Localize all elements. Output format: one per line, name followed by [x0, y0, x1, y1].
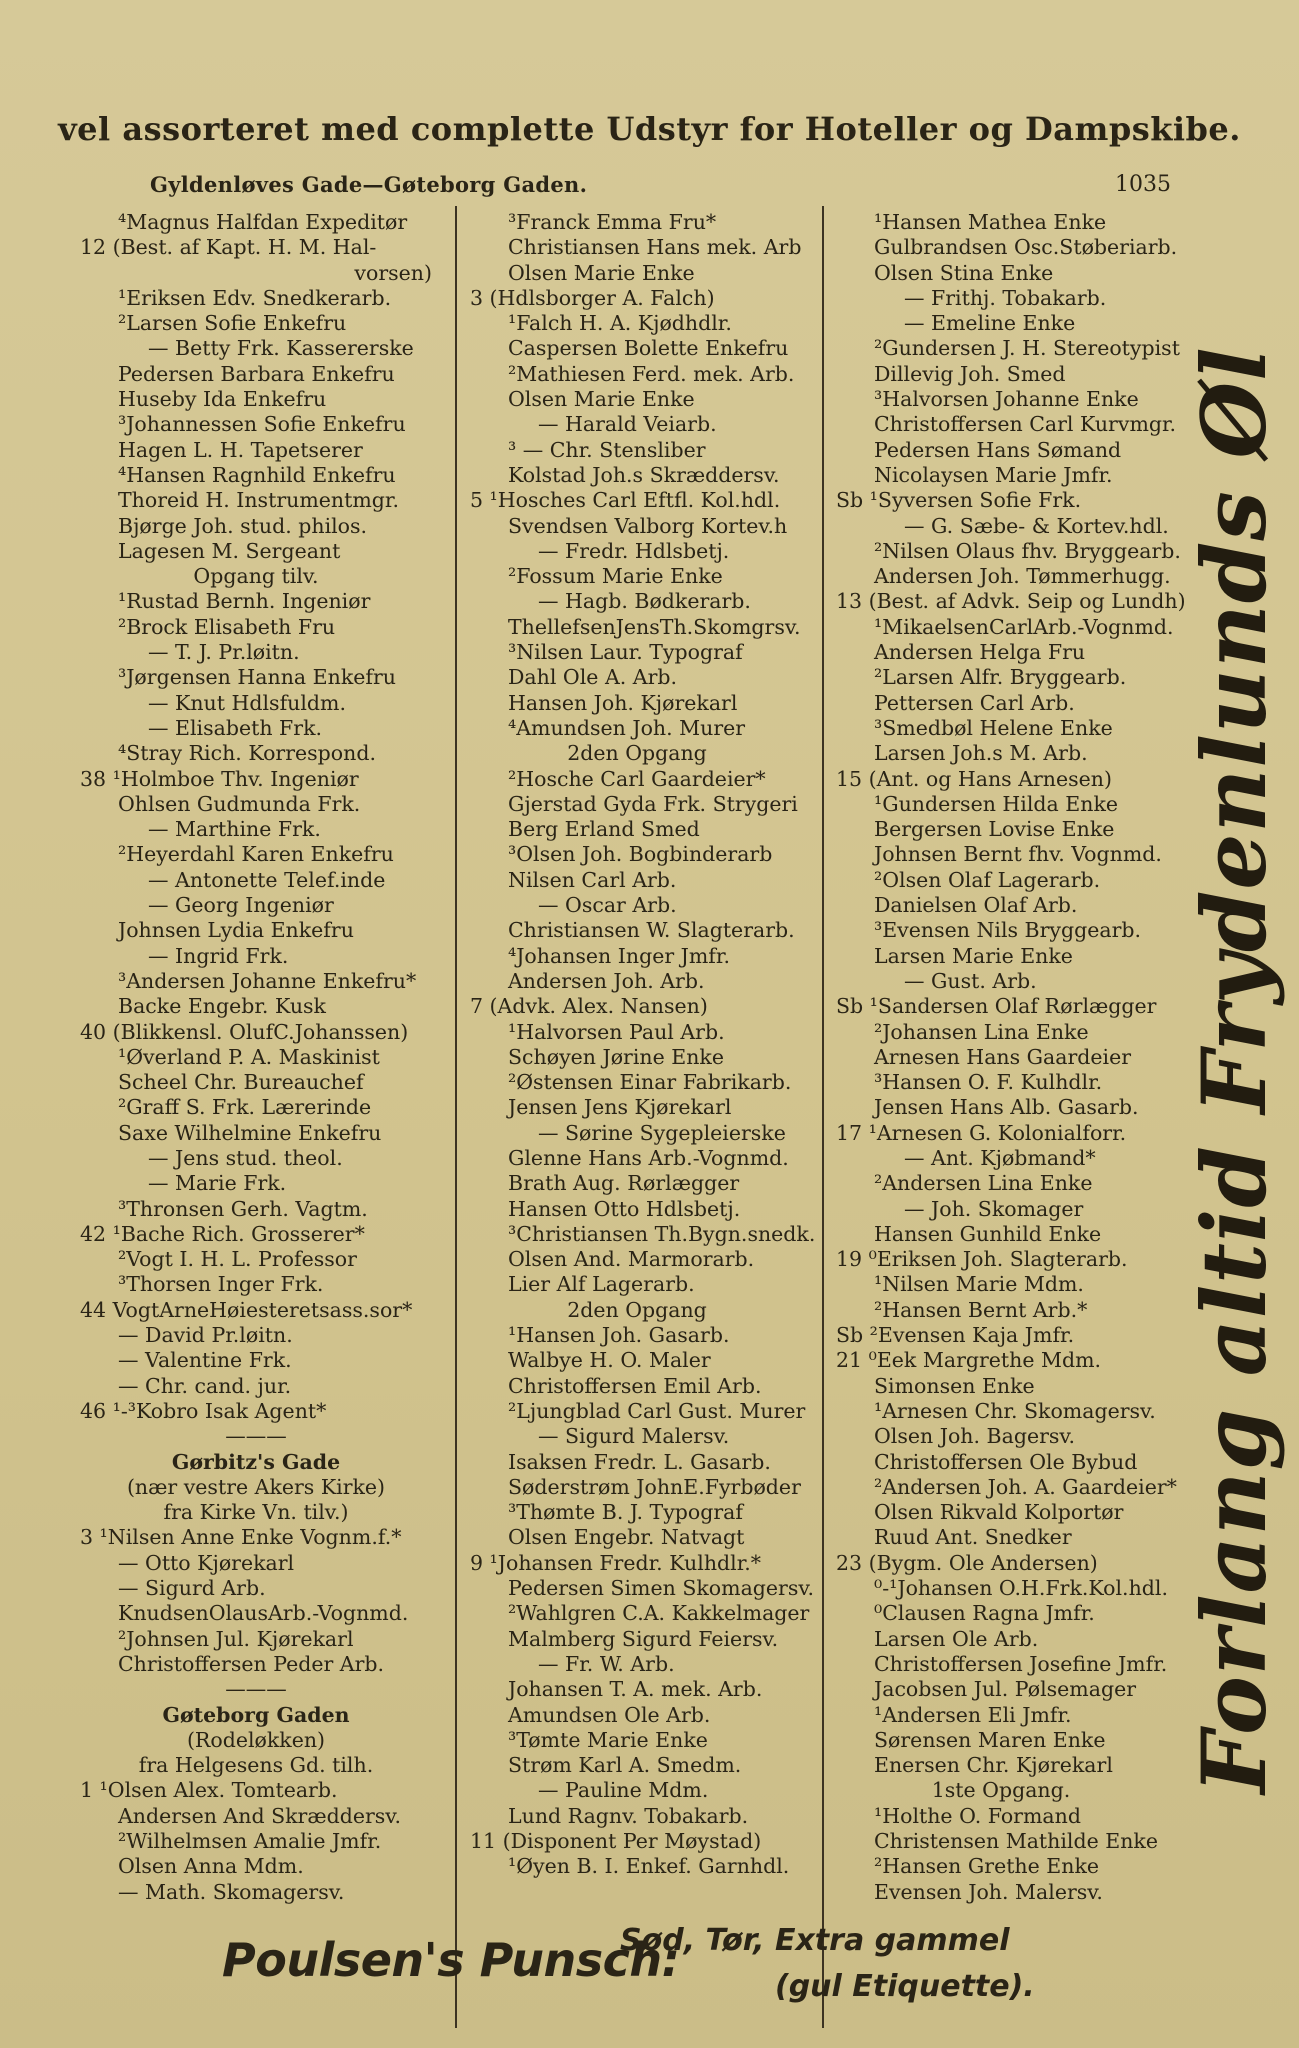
directory-entry: 2den Opgang [567, 1297, 707, 1322]
directory-entry: Andersen Joh. Tømmerhugg. [874, 564, 1171, 589]
directory-entry: ³Nilsen Laur. Typograf [508, 640, 743, 665]
directory-entry: ²Hosche Carl Gaardeier* [508, 766, 766, 791]
directory-entry: Sørensen Maren Enke [874, 1727, 1106, 1752]
directory-entry: ²Andersen Joh. A. Gaardeier* [874, 1474, 1177, 1499]
directory-entry: ¹Falch H. A. Kjødhdlr. [508, 311, 732, 336]
directory-entry: ³Thronsen Gerh. Vagtm. [118, 1196, 368, 1221]
directory-entry: — G. Sæbe- & Kortev.hdl. [904, 513, 1169, 538]
directory-entry: Olsen Anna Mdm. [118, 1854, 304, 1879]
directory-entry: Lier Alf Lagerarb. [508, 1272, 695, 1297]
directory-entry: Christoffersen Carl Kurvmgr. [874, 412, 1177, 437]
directory-entry: ¹Gundersen Hilda Enke [874, 791, 1118, 816]
directory-entry: ¹Andersen Eli Jmfr. [874, 1702, 1072, 1727]
directory-entry: — T. J. Pr.løitn. [148, 640, 300, 665]
directory-entry: Christoffersen Peder Arb. [118, 1651, 385, 1676]
directory-entry: Olsen Rikvald Kolportør [874, 1500, 1124, 1525]
directory-entry: ²Vogt I. H. L. Professor [118, 1247, 357, 1272]
directory-entry: — Valentine Frk. [118, 1348, 292, 1373]
directory-entry: ²Andersen Lina Enke [874, 1171, 1093, 1196]
directory-entry: ³Halvorsen Johanne Enke [874, 387, 1139, 412]
directory-entry: ¹Rustad Bernh. Ingeniør [118, 589, 371, 614]
directory-entry: 38 ¹Holmboe Thv. Ingeniør [80, 766, 359, 791]
directory-entry: Gulbrandsen Osc.Støberiarb. [874, 235, 1178, 260]
directory-entry: ²Ljungblad Carl Gust. Murer [508, 1398, 806, 1423]
directory-entry: ⁴Stray Rich. Korrespond. [118, 741, 376, 766]
directory-entry: Huseby Ida Enkefru [118, 387, 327, 412]
street-heading: Gyldenløves Gade—Gøteborg Gaden. [150, 172, 588, 197]
directory-entry: ²Mathiesen Ferd. mek. Arb. [508, 361, 795, 386]
directory-entry: — Jens stud. theol. [148, 1145, 343, 1170]
directory-entry: — Fredr. Hdlsbetj. [538, 538, 730, 563]
directory-entry: ThellefsenJensTh.Skomgrsv. [508, 614, 801, 639]
directory-entry: 3 (Hdlsborger A. Falch) [470, 285, 715, 310]
directory-entry: Danielsen Olaf Arb. [874, 893, 1078, 918]
directory-entry: ——— [225, 1677, 287, 1702]
directory-entry: ¹Øyen B. I. Enkef. Garnhdl. [508, 1854, 790, 1879]
directory-entry: Sb ¹Sandersen Olaf Rørlægger [836, 994, 1157, 1019]
directory-entry: 46 ¹-³Kobro Isak Agent* [80, 1398, 327, 1423]
directory-entry: — Emeline Enke [904, 311, 1076, 336]
directory-entry: 9 ¹Johansen Fredr. Kulhdlr.* [470, 1550, 762, 1575]
directory-entry: Olsen Engebr. Natvagt [508, 1525, 745, 1550]
side-advertisement [1175, 346, 1293, 1794]
directory-column-3 [836, 210, 1186, 1905]
directory-entry: Hagen L. H. Tapetserer [118, 437, 363, 462]
directory-entry: ²Hansen Bernt Arb.* [874, 1297, 1088, 1322]
directory-entry: Pettersen Carl Arb. [874, 690, 1075, 715]
directory-entry: 2den Opgang [567, 741, 707, 766]
directory-entry: (nær vestre Akers Kirke) [126, 1474, 386, 1499]
directory-entry: Caspersen Bolette Enkefru [508, 336, 789, 361]
directory-entry: Evensen Joh. Malersv. [874, 1879, 1103, 1904]
directory-entry: Glenne Hans Arb.-Vognmd. [508, 1145, 789, 1170]
directory-entry: Kolstad Joh.s Skræddersv. [508, 462, 780, 487]
directory-entry: Christiansen W. Slagterarb. [508, 918, 795, 943]
directory-entry: fra Helgesens Gd. tilh. [138, 1753, 374, 1778]
top-banner-ad: vel assorteret med complette Udstyr for Hoteller og Dampskibe. [58, 110, 1241, 148]
directory-entry: Amundsen Ole Arb. [508, 1702, 711, 1727]
directory-entry: ³Thømte B. J. Typograf [508, 1500, 743, 1525]
directory-entry: Jensen Hans Alb. Gasarb. [874, 1095, 1139, 1120]
directory-entry: ³Christiansen Th.Bygn.snedk. [508, 1221, 816, 1246]
directory-entry: Simonsen Enke [874, 1373, 1035, 1398]
directory-entry: 15 (Ant. og Hans Arnesen) [836, 766, 1112, 791]
directory-entry: — Antonette Telef.inde [148, 867, 386, 892]
directory-entry: Larsen Marie Enke [874, 943, 1073, 968]
directory-entry: — Otto Kjørekarl [118, 1550, 295, 1575]
directory-entry: 23 (Bygm. Ole Andersen) [836, 1550, 1098, 1575]
directory-entry: ²Hansen Grethe Enke [874, 1854, 1100, 1879]
directory-entry: Olsen And. Marmorarb. [508, 1247, 755, 1272]
directory-entry: 7 (Advk. Alex. Nansen) [470, 994, 708, 1019]
directory-entry: ¹Holthe O. Formand [874, 1803, 1081, 1828]
directory-entry: fra Kirke Vn. tilv.) [163, 1500, 349, 1525]
footer-ad-line-2: (gul Etiquette). [775, 1969, 1035, 2004]
directory-entry: ²Brock Elisabeth Fru [118, 614, 336, 639]
directory-entry: Larsen Ole Arb. [874, 1626, 1039, 1651]
directory-entry: Walbye H. O. Maler [508, 1348, 711, 1373]
directory-entry: 19 ⁰Eriksen Joh. Slagterarb. [836, 1247, 1128, 1272]
directory-entry: Larsen Joh.s M. Arb. [874, 741, 1088, 766]
directory-entry: 11 (Disponent Per Møystad) [470, 1829, 762, 1853]
directory-entry: ³Jørgensen Hanna Enkefru [118, 665, 396, 690]
directory-entry: Johansen T. A. mek. Arb. [508, 1677, 763, 1702]
directory-entry: (Rodeløkken) [186, 1727, 326, 1752]
directory-entry: ——— [225, 1424, 287, 1449]
directory-entry: ³ — Chr. Stensliber [508, 437, 706, 462]
directory-entry: Ruud Ant. Snedker [874, 1525, 1072, 1550]
directory-entry: ²Gundersen J. H. Stereotypist [874, 336, 1180, 361]
directory-entry: Johnsen Lydia Enkefru [118, 918, 354, 943]
directory-entry: ⁴Johansen Inger Jmfr. [508, 943, 730, 968]
directory-entry: ¹Hansen Joh. Gasarb. [508, 1323, 730, 1348]
directory-entry: ⁴Magnus Halfdan Expeditør [118, 210, 408, 234]
directory-entry: — Joh. Skomager [904, 1196, 1084, 1221]
directory-entry: — David Pr.løitn. [118, 1323, 293, 1348]
directory-entry: ⁰Clausen Ragna Jmfr. [874, 1601, 1095, 1626]
directory-entry: — Pauline Mdm. [538, 1778, 709, 1803]
directory-entry: Svendsen Valborg Kortev.h [508, 513, 788, 538]
directory-entry: ²Wilhelmsen Amalie Jmfr. [118, 1829, 382, 1853]
directory-entry: Andersen And Skræddersv. [118, 1803, 401, 1828]
directory-entry: ²Nilsen Olaus fhv. Bryggearb. [874, 538, 1181, 563]
directory-entry: Isaksen Fredr. L. Gasarb. [508, 1449, 771, 1474]
directory-entry: Arnesen Hans Gaardeier [874, 1044, 1132, 1069]
directory-entry: Hansen Gunhild Enke [874, 1221, 1102, 1246]
directory-entry: Nicolaysen Marie Jmfr. [874, 462, 1113, 487]
directory-entry: ⁴Amundsen Joh. Murer [508, 715, 746, 740]
directory-entry: vorsen) [354, 260, 432, 285]
directory-entry: — Harald Veiarb. [538, 412, 717, 437]
directory-entry: — Marie Frk. [148, 1171, 287, 1196]
directory-entry: 40 (Blikkensl. OlufC.Johanssen) [80, 1019, 409, 1044]
directory-entry: 1 ¹Olsen Alex. Tomtearb. [80, 1778, 338, 1803]
directory-entry: ³Olsen Joh. Bogbinderarb [508, 842, 773, 867]
directory-entry: 21 ⁰Eek Margrethe Mdm. [836, 1348, 1102, 1373]
directory-entry: Brath Aug. Rørlægger [508, 1171, 740, 1196]
directory-entry: — Sørine Sygepleierske [538, 1120, 786, 1145]
directory-entry: Opgang tilv. [193, 564, 319, 589]
directory-entry: ³Franck Emma Fru* [508, 210, 717, 234]
directory-entry: ²Graff S. Frk. Lærerinde [118, 1095, 372, 1120]
directory-entry: 12 (Best. af Kapt. H. M. Hal- [80, 235, 377, 260]
directory-entry: ³Smedbøl Helene Enke [874, 715, 1113, 740]
directory-entry: 17 ¹Arnesen G. Kolonialforr. [836, 1120, 1127, 1145]
footer-ad-line-1: Sød, Tør, Extra gammel [620, 1923, 1010, 1958]
directory-entry: ⁴Hansen Ragnhild Enkefru [118, 462, 396, 487]
directory-entry: — Marthine Frk. [148, 817, 321, 842]
directory-entry: ³Johannessen Sofie Enkefru [118, 412, 406, 437]
directory-entry: — Frithj. Tobakarb. [904, 285, 1107, 310]
directory-entry: ⁰-¹Johansen O.H.Frk.Kol.hdl. [874, 1576, 1168, 1601]
directory-entry: ³Thorsen Inger Frk. [118, 1272, 324, 1297]
directory-entry: Christensen Mathilde Enke [874, 1829, 1158, 1853]
directory-entry: ³Tømte Marie Enke [508, 1727, 708, 1752]
footer-ad-brand: Poulsen's Punsch: [222, 1933, 680, 1987]
directory-entry: 44 VogtArneHøiesteretsass.sor* [80, 1297, 413, 1322]
directory-entry: Jensen Jens Kjørekarl [508, 1095, 732, 1120]
directory-entry: Scheel Chr. Bureauchef [118, 1070, 364, 1095]
directory-entry: Christoffersen Josefine Jmfr. [874, 1651, 1168, 1676]
directory-entry: ²Fossum Marie Enke [508, 564, 723, 589]
directory-entry: Berg Erland Smed [508, 817, 700, 842]
directory-entry: Saxe Wilhelmine Enkefru [118, 1120, 382, 1145]
page-number: 1035 [1115, 172, 1171, 197]
directory-entry: Søderstrøm JohnE.Fyrbøder [508, 1474, 801, 1499]
directory-entry: Bjørge Joh. stud. philos. [118, 513, 368, 538]
directory-entry: Malmberg Sigurd Feiersv. [508, 1626, 779, 1651]
directory-entry: Christiansen Hans mek. Arb [508, 235, 802, 260]
directory-entry: — Georg Ingeniør [148, 893, 334, 918]
directory-entry: Backe Engebr. Kusk [118, 994, 326, 1019]
column-divider [822, 206, 824, 2028]
directory-entry: ²Johnsen Jul. Kjørekarl [118, 1626, 354, 1651]
directory-entry: — Betty Frk. Kassererske [148, 336, 414, 361]
directory-entry: ²Johansen Lina Enke [874, 1019, 1089, 1044]
directory-entry: — Oscar Arb. [538, 893, 677, 918]
directory-entry: — Ingrid Frk. [148, 943, 289, 968]
directory-entry: — Sigurd Malersv. [538, 1424, 730, 1449]
directory-entry: ¹Hansen Mathea Enke [874, 210, 1107, 234]
directory-entry: Enersen Chr. Kjørekarl [874, 1753, 1113, 1778]
directory-entry: Olsen Stina Enke [874, 260, 1054, 285]
directory-entry: Pedersen Simen Skomagersv. [508, 1576, 815, 1601]
directory-entry: ²Østensen Einar Fabrikarb. [508, 1070, 792, 1095]
directory-entry: Sb ²Evensen Kaja Jmfr. [836, 1323, 1075, 1348]
directory-entry: Bergersen Lovise Enke [874, 817, 1115, 842]
directory-entry: Schøyen Jørine Enke [508, 1044, 724, 1069]
directory-entry: — Ant. Kjøbmand* [904, 1145, 1096, 1170]
directory-entry: Andersen Joh. Arb. [508, 968, 705, 993]
directory-entry: Gørbitz's Gade [171, 1449, 341, 1474]
directory-entry: Andersen Helga Fru [874, 640, 1086, 665]
directory-entry: Pedersen Barbara Enkefru [118, 361, 395, 386]
directory-entry: ¹Eriksen Edv. Snedkerarb. [118, 285, 392, 310]
directory-entry: 3 ¹Nilsen Anne Enke Vognm.f.* [80, 1525, 402, 1550]
directory-column-1 [80, 210, 432, 1905]
directory-entry: 5 ¹Hosches Carl Eftfl. Kol.hdl. [470, 488, 781, 513]
directory-entry: Dillevig Joh. Smed [874, 361, 1066, 386]
directory-entry: ¹MikaelsenCarlArb.-Vognmd. [874, 614, 1174, 639]
directory-entry: ³Evensen Nils Bryggearb. [874, 918, 1142, 943]
directory-entry: ²Larsen Sofie Enkefru [118, 311, 347, 336]
directory-entry: — Hagb. Bødkerarb. [538, 589, 751, 614]
directory-entry: — Sigurd Arb. [118, 1576, 266, 1601]
directory-entry: Ohlsen Gudmunda Frk. [118, 791, 361, 816]
directory-entry: Gjerstad Gyda Frk. Strygeri [508, 791, 798, 816]
directory-entry: Olsen Joh. Bagersv. [874, 1424, 1076, 1449]
directory-entry: Gøteborg Gaden [162, 1702, 350, 1727]
directory-entry: KnudsenOlausArb.-Vognmd. [118, 1601, 409, 1626]
directory-entry: Hansen Joh. Kjørekarl [508, 690, 738, 715]
directory-entry: Lagesen M. Sergeant [118, 538, 341, 563]
footer-advertisement [0, 1915, 1299, 2025]
directory-entry: Christoffersen Ole Bybud [874, 1449, 1138, 1474]
directory-entry: — Chr. cand. jur. [118, 1373, 292, 1398]
directory-entry: Strøm Karl A. Smedm. [508, 1753, 742, 1778]
directory-entry: ²Heyerdahl Karen Enkefru [118, 842, 394, 867]
directory-entry: ¹Nilsen Marie Mdm. [874, 1272, 1084, 1297]
directory-entry: Olsen Marie Enke [508, 260, 695, 285]
directory-entry: 13 (Best. af Advk. Seip og Lundh) [836, 589, 1186, 614]
directory-entry: Jacobsen Jul. Pølsemager [874, 1677, 1136, 1702]
directory-entry: Sb ¹Syversen Sofie Frk. [836, 488, 1082, 513]
column-divider [455, 206, 457, 2028]
directory-entry: Johnsen Bernt fhv. Vognmd. [874, 842, 1162, 867]
directory-entry: ²Olsen Olaf Lagerarb. [874, 867, 1101, 892]
directory-column-2 [470, 210, 816, 1880]
directory-entry: ²Larsen Alfr. Bryggearb. [874, 665, 1127, 690]
directory-entry: Olsen Marie Enke [508, 387, 695, 412]
directory-entry: ³Andersen Johanne Enkefru* [118, 968, 417, 993]
directory-entry: ¹Halvorsen Paul Arb. [508, 1019, 725, 1044]
directory-entry: Hansen Otto Hdlsbetj. [508, 1196, 741, 1221]
directory-entry: 42 ¹Bache Rich. Grosserer* [80, 1221, 365, 1246]
directory-entry: — Elisabeth Frk. [148, 715, 323, 740]
directory-entry: Dahl Ole A. Arb. [508, 665, 678, 690]
directory-entry: ²Wahlgren C.A. Kakkelmager [508, 1601, 810, 1626]
side-ad-text: Forlang altid Frydenlunds Øl [1182, 346, 1286, 1794]
directory-entry: — Fr. W. Arb. [538, 1651, 675, 1676]
directory-entry: ¹Øverland P. A. Maskinist [118, 1044, 380, 1069]
directory-entry: — Knut Hdlsfuldm. [148, 690, 346, 715]
directory-entry: Nilsen Carl Arb. [508, 867, 677, 892]
directory-entry: ¹Arnesen Chr. Skomagersv. [874, 1398, 1156, 1423]
directory-entry: Thoreid H. Instrumentmgr. [118, 488, 399, 513]
directory-entry: Lund Ragnv. Tobakarb. [508, 1803, 749, 1828]
directory-entry: — Math. Skomagersv. [118, 1879, 345, 1904]
directory-entry: Christoffersen Emil Arb. [508, 1373, 762, 1398]
directory-entry: ³Hansen O. F. Kulhdlr. [874, 1070, 1103, 1095]
directory-entry: 1ste Opgang. [931, 1778, 1071, 1803]
directory-entry: Pedersen Hans Sømand [874, 437, 1122, 462]
directory-entry: — Gust. Arb. [904, 968, 1037, 993]
